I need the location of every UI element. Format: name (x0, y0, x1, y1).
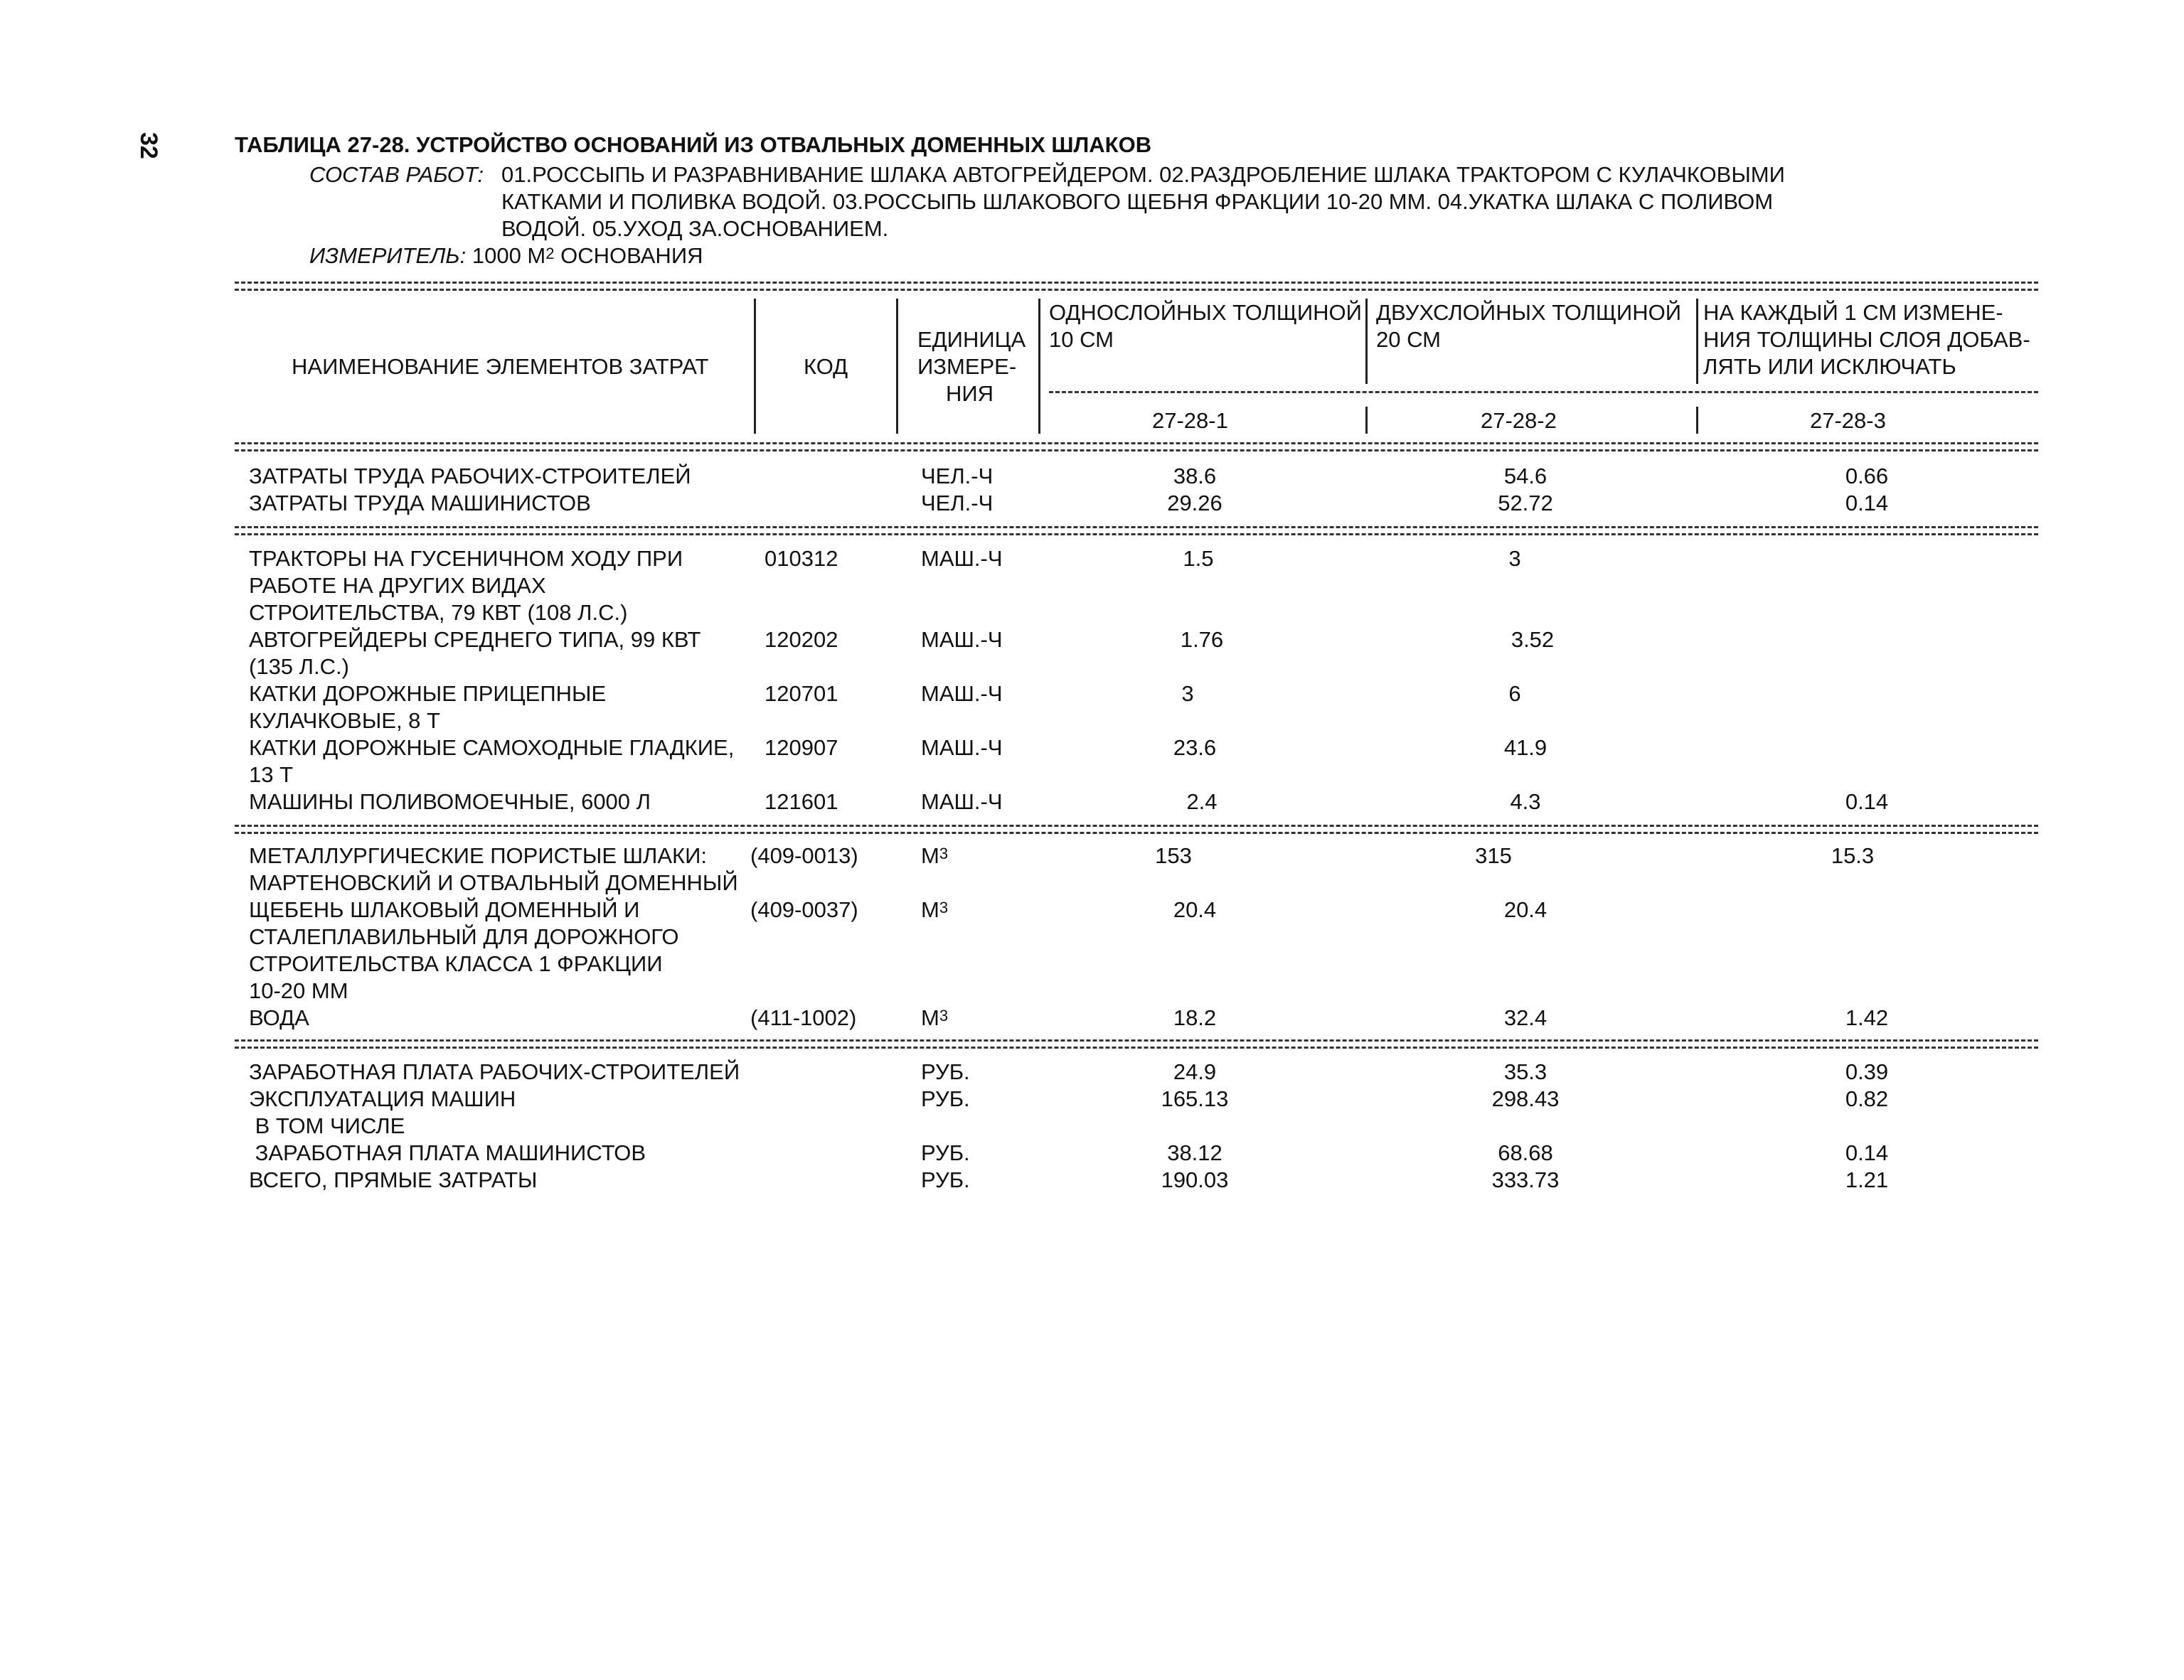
material-1-v2: 315 (1475, 843, 1512, 868)
work-label-text: СОСТАВ РАБОТ: (309, 162, 484, 187)
header-col1-line1: ОДНОСЛОЙНЫХ ТОЛЩИНОЙ (1049, 300, 1362, 325)
header-name: НАИМЕНОВАНИЕ ЭЛЕМЕНТОВ ЗАТРАТ (292, 354, 709, 379)
material-2-v2: 20.4 (1503, 897, 1548, 922)
machine-2-v2: 3.52 (1511, 627, 1555, 652)
material-1-v1: 153 (1155, 843, 1192, 868)
labor-row-2-name: ЗАТРАТЫ ТРУДА МАШИНИСТОВ (249, 491, 591, 515)
machine-1-name-2: РАБОТЕ НА ДРУГИХ ВИДАХ (249, 573, 546, 598)
header-col2-line1: ДВУХСЛОЙНЫХ ТОЛЩИНОЙ (1376, 300, 1681, 325)
cost-5-v1: 190.03 (1161, 1167, 1229, 1192)
machine-3-v2: 6 (1508, 681, 1521, 706)
material-2-unit-base: М (921, 897, 939, 922)
machine-2-code: 120202 (765, 627, 838, 652)
header-unit-2: ИЗМЕРЕ- (917, 354, 1017, 379)
measure-value-suffix: ОСНОВАНИЯ (554, 243, 703, 268)
labor-row-2-v1: 29.26 (1167, 491, 1222, 515)
material-3-v3: 1.42 (1845, 1005, 1889, 1030)
rule-top-2 (235, 289, 2038, 291)
work-line-2: КАТКАМИ И ПОЛИВКА ВОДОЙ. 03.РОССЫПЬ ШЛАКОВОГО ЩЕБНЯ ФРАКЦИИ 10-20 ММ. 04.УКАТКА ШЛАКА С ПОЛИВОМ (501, 189, 1774, 214)
cost-1-v3: 0.39 (1845, 1059, 1889, 1084)
machine-1-name-3: СТРОИТЕЛЬСТВА, 79 КВТ (108 Л.С.) (249, 600, 628, 625)
table-title: ТАБЛИЦА 27-28. УСТРОЙСТВО ОСНОВАНИЙ ИЗ ОТВАЛЬНЫХ ДОМЕННЫХ ШЛАКОВ (235, 132, 1152, 157)
vbar-4b (1365, 407, 1368, 434)
cost-4-v1: 38.12 (1167, 1140, 1222, 1165)
measure-value-prefix: 1000 М (472, 243, 546, 268)
machine-5-v2: 4.3 (1510, 789, 1541, 814)
cost-4-v2: 68.68 (1498, 1140, 1553, 1165)
header-col1-line2: 10 СМ (1049, 327, 1114, 352)
work-line-1: 01.РОССЫПЬ И РАЗРАВНИВАНИЕ ШЛАКА АВТОГРЕЙДЕРОМ. 02.РАЗДРОБЛЕНИЕ ШЛАКА ТРАКТОРОМ С КУЛАЧКОВЫМИ (501, 162, 1785, 187)
vbar-5 (1696, 299, 1698, 384)
cost-2-unit: РУБ. (921, 1086, 970, 1111)
rule-after-labor-2 (235, 533, 2038, 535)
machine-3-unit: МАШ.-Ч (921, 681, 1003, 706)
vbar-1 (754, 299, 756, 434)
measure-value (472, 243, 703, 268)
labor-row-1-v1: 38.6 (1173, 464, 1217, 488)
material-2-name-3: СТРОИТЕЛЬСТВА КЛАССА 1 ФРАКЦИИ (249, 951, 663, 976)
machine-5-unit: МАШ.-Ч (921, 789, 1003, 814)
material-1-unit-base: М (921, 843, 939, 868)
cost-5-v2: 333.73 (1491, 1167, 1560, 1192)
material-1-v3: 15.3 (1831, 843, 1875, 868)
rule-top (235, 282, 2038, 284)
material-2-unit-sup: 3 (939, 899, 949, 916)
work-line-3: ВОДОЙ. 05.УХОД ЗА.ОСНОВАНИЕМ. (501, 216, 889, 241)
labor-row-1-v2: 54.6 (1503, 464, 1548, 488)
header-code: КОД (804, 354, 848, 379)
cost-4-v3: 0.14 (1845, 1140, 1889, 1165)
vbar-3 (1038, 299, 1040, 434)
machine-3-code: 120701 (765, 681, 838, 706)
header-col2-line2: 20 СМ (1376, 327, 1441, 352)
rule-after-labor (235, 526, 2038, 528)
machine-4-code: 120907 (765, 735, 838, 760)
cost-2-v2: 298.43 (1491, 1086, 1560, 1111)
machine-2-v1: 1.76 (1180, 627, 1224, 652)
material-2-code: (409-0037) (750, 897, 858, 922)
material-2-unit (921, 897, 948, 923)
machine-5-v1: 2.4 (1186, 789, 1218, 814)
material-3-name-1: ВОДА (249, 1005, 309, 1030)
vbar-2 (896, 299, 898, 434)
machine-3-name-2: КУЛАЧКОВЫЕ, 8 Т (249, 708, 440, 733)
cost-1-unit: РУБ. (921, 1059, 970, 1084)
machine-2-name-1: АВТОГРЕЙДЕРЫ СРЕДНЕГО ТИПА, 99 КВТ (249, 627, 701, 652)
machine-1-unit: МАШ.-Ч (921, 546, 1003, 571)
header-unit-1: ЕДИНИЦА (917, 327, 1026, 352)
labor-row-1-name: ЗАТРАТЫ ТРУДА РАБОЧИХ-СТРОИТЕЛЕЙ (249, 464, 691, 488)
work-label (309, 162, 484, 188)
material-1-unit (921, 843, 948, 869)
material-3-v1: 18.2 (1173, 1005, 1217, 1030)
cost-3-name: В ТОМ ЧИСЛЕ (249, 1113, 405, 1138)
rule-after-materials-2 (235, 1047, 2038, 1049)
rule-after-machines (235, 825, 2038, 827)
rule-after-materials (235, 1039, 2038, 1042)
cost-1-v2: 35.3 (1503, 1059, 1548, 1084)
cost-5-v3: 1.21 (1845, 1167, 1889, 1192)
machine-4-name-1: КАТКИ ДОРОЖНЫЕ САМОХОДНЫЕ ГЛАДКИЕ, (249, 735, 735, 760)
machine-2-name-2: (135 Л.С.) (249, 654, 349, 679)
cost-4-name: ЗАРАБОТНАЯ ПЛАТА МАШИНИСТОВ (249, 1140, 646, 1165)
labor-row-2-v2: 52.72 (1498, 491, 1553, 515)
rule-after-machines-2 (235, 832, 2038, 834)
machine-1-code: 010312 (765, 546, 838, 571)
material-1-name-1: МЕТАЛЛУРГИЧЕСКИЕ ПОРИСТЫЕ ШЛАКИ: (249, 843, 708, 868)
rule-subheader (1049, 391, 2038, 393)
rule-header-bottom-2 (235, 449, 2038, 451)
machine-3-name-1: КАТКИ ДОРОЖНЫЕ ПРИЦЕПНЫЕ (249, 681, 607, 706)
labor-row-2-v3: 0.14 (1845, 491, 1889, 515)
labor-row-1-v3: 0.66 (1845, 464, 1889, 488)
machine-2-unit: МАШ.-Ч (921, 627, 1003, 652)
machine-4-v2: 41.9 (1503, 735, 1548, 760)
labor-row-1-unit: ЧЕЛ.-Ч (921, 464, 994, 488)
material-1-code: (409-0013) (750, 843, 858, 868)
header-col3-line2: НИЯ ТОЛЩИНЫ СЛОЯ ДОБАВ- (1703, 327, 2030, 352)
machine-3-v1: 3 (1181, 681, 1194, 706)
cost-2-v1: 165.13 (1161, 1086, 1229, 1111)
material-1-name-2: МАРТЕНОВСКИЙ И ОТВАЛЬНЫЙ ДОМЕННЫЙ (249, 870, 738, 895)
material-3-unit-sup: 3 (939, 1007, 949, 1024)
machine-5-name-1: МАШИНЫ ПОЛИВОМОЕЧНЫЕ, 6000 Л (249, 789, 651, 814)
material-2-name-4: 10-20 ММ (249, 978, 348, 1003)
measure (309, 243, 703, 269)
vbar-5b (1696, 407, 1698, 434)
material-2-v1: 20.4 (1173, 897, 1217, 922)
cost-4-unit: РУБ. (921, 1140, 970, 1165)
machine-4-v1: 23.6 (1173, 735, 1217, 760)
material-2-name-1: ЩЕБЕНЬ ШЛАКОВЫЙ ДОМЕННЫЙ И (249, 897, 640, 922)
cost-1-name: ЗАРАБОТНАЯ ПЛАТА РАБОЧИХ-СТРОИТЕЛЕЙ (249, 1059, 740, 1084)
header-code-3: 27-28-3 (1810, 408, 1886, 433)
vbar-4 (1365, 299, 1368, 384)
rule-header-bottom (235, 442, 2038, 444)
material-2-name-2: СТАЛЕПЛАВИЛЬНЫЙ ДЛЯ ДОРОЖНОГО (249, 924, 679, 949)
material-1-unit-sup: 3 (939, 845, 949, 862)
material-3-unit-base: М (921, 1005, 939, 1030)
machine-1-v2: 3 (1508, 546, 1521, 571)
cost-5-name: ВСЕГО, ПРЯМЫЕ ЗАТРАТЫ (249, 1167, 538, 1192)
machine-4-name-2: 13 Т (249, 762, 294, 787)
machine-1-v1: 1.5 (1183, 546, 1214, 571)
header-unit-3: НИЯ (946, 381, 994, 406)
cost-2-v3: 0.82 (1845, 1086, 1889, 1111)
measure-label: ИЗМЕРИТЕЛЬ: (309, 243, 467, 268)
machine-5-v3: 0.14 (1845, 789, 1889, 814)
page-number: 32 (135, 132, 162, 159)
material-3-v2: 32.4 (1503, 1005, 1548, 1030)
material-3-unit (921, 1005, 948, 1031)
machine-1-name-1: ТРАКТОРЫ НА ГУСЕНИЧНОМ ХОДУ ПРИ (249, 546, 683, 571)
header-code-1: 27-28-1 (1152, 408, 1228, 433)
material-3-code: (411-1002) (750, 1005, 857, 1030)
machine-4-unit: МАШ.-Ч (921, 735, 1003, 760)
labor-row-2-unit: ЧЕЛ.-Ч (921, 491, 994, 515)
machine-5-code: 121601 (765, 789, 838, 814)
measure-value-sup: 2 (545, 245, 555, 262)
header-col3-line3: ЛЯТЬ ИЛИ ИСКЛЮЧАТЬ (1703, 354, 1956, 379)
cost-1-v1: 24.9 (1173, 1059, 1217, 1084)
header-code-2: 27-28-2 (1481, 408, 1557, 433)
cost-2-name: ЭКСПЛУАТАЦИЯ МАШИН (249, 1086, 516, 1111)
cost-5-unit: РУБ. (921, 1167, 970, 1192)
header-col3-line1: НА КАЖДЫЙ 1 СМ ИЗМЕНЕ- (1703, 300, 2003, 325)
